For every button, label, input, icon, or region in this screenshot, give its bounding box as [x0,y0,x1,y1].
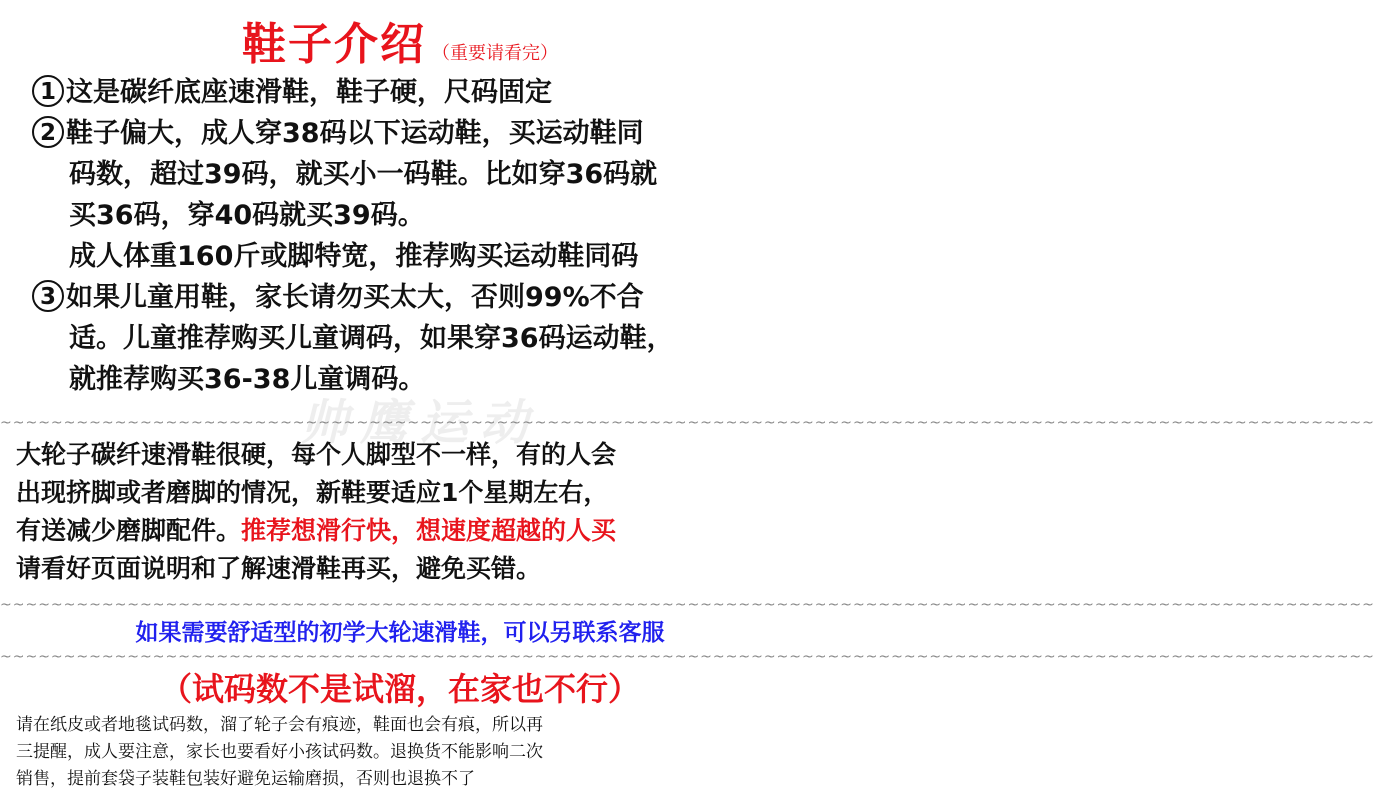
guide-text-2b: 码数，超过39码，就买小一码鞋。比如穿36码就 [69,159,658,190]
guide-text-2c: 买36码，穿40码就买39码。 [69,200,425,231]
guide-text-3c: 就推荐购买36-38儿童调码。 [69,364,426,395]
notice-line-3-text: 有送减少磨脚配件。 [16,516,242,545]
notice-line-4: 请看好页面说明和了解速滑鞋再买，避免买错。 [16,554,542,583]
policy-line-1: 请在纸皮或者地毯试码数，溜了轮子会有痕迹，鞋面也会有痕，所以再 [16,715,543,735]
title-row [0,8,800,72]
size-guide-section [32,72,792,400]
customer-service-note: 如果需要舒适型的初学大轮速滑鞋，可以另联系客服 [135,620,665,646]
guide-text-1: 这是碳纤底座速滑鞋，鞋子硬，尺码固定 [66,77,552,108]
title-note: （重要请看完） [432,43,558,64]
page-title: 鞋子介绍 [242,19,426,70]
notice-line-2: 出现挤脚或者磨脚的情况，新鞋要适应1个星期左右， [16,478,609,507]
circled-number-3: 3 [32,280,64,312]
circled-number-1: 1 [32,75,64,107]
trial-warning: （试码数不是试溜，在家也不行） [159,670,640,708]
guide-text-2a: 鞋子偏大，成人穿38码以下运动鞋，买运动鞋同 [66,118,644,149]
wave-divider-1: ~~~~~~~~~~~~~~~~~~~~~~~~~~~~~~~~~~~~~~~~~~~~~~~~~~~~~~~~~~~~~~~~~~~~~~~~~~~~~~~~~~~~~~~~~~~~~~~~~~~~~~~~~~~~ [0,415,1375,431]
policy-line-2: 三提醒，成人要注意，家长也要看好小孩试码数。退换货不能影响二次 [16,742,543,762]
wave-divider-3: ~~~~~~~~~~~~~~~~~~~~~~~~~~~~~~~~~~~~~~~~~~~~~~~~~~~~~~~~~~~~~~~~~~~~~~~~~~~~~~~~~~~~~~~~~~~~~~~~~~~~~~~~~~~~ [0,649,1375,665]
recommend-highlight: 推荐想滑行快，想速度超越的人买 [241,516,617,545]
guide-item-3 [32,277,792,318]
guide-item-1 [32,72,792,113]
wave-divider-2: ~~~~~~~~~~~~~~~~~~~~~~~~~~~~~~~~~~~~~~~~~~~~~~~~~~~~~~~~~~~~~~~~~~~~~~~~~~~~~~~~~~~~~~~~~~~~~~~~~~~~~~~~~~~~ [0,597,1375,613]
guide-text-3b: 适。儿童推荐购买儿童调码，如果穿36码运动鞋， [69,323,674,354]
brand-watermark: 帅鹰运动 [300,395,541,451]
guide-text-2d: 成人体重160斤或脚特宽，推荐购买运动鞋同码 [69,241,639,272]
guide-text-3a: 如果儿童用鞋，家长请勿买太大，否则99%不合 [66,282,644,313]
return-policy-section [16,712,796,793]
notice-line-1: 大轮子碳纤速滑鞋很硬，每个人脚型不一样，有的人会 [16,440,617,469]
guide-item-2 [32,113,792,154]
hardness-notice-section [16,436,796,588]
notice-line-3 [16,512,796,550]
circled-number-2: 2 [32,116,64,148]
policy-line-3: 销售，提前套袋子装鞋包装好避免运输磨损，否则也退换不了 [16,769,475,789]
